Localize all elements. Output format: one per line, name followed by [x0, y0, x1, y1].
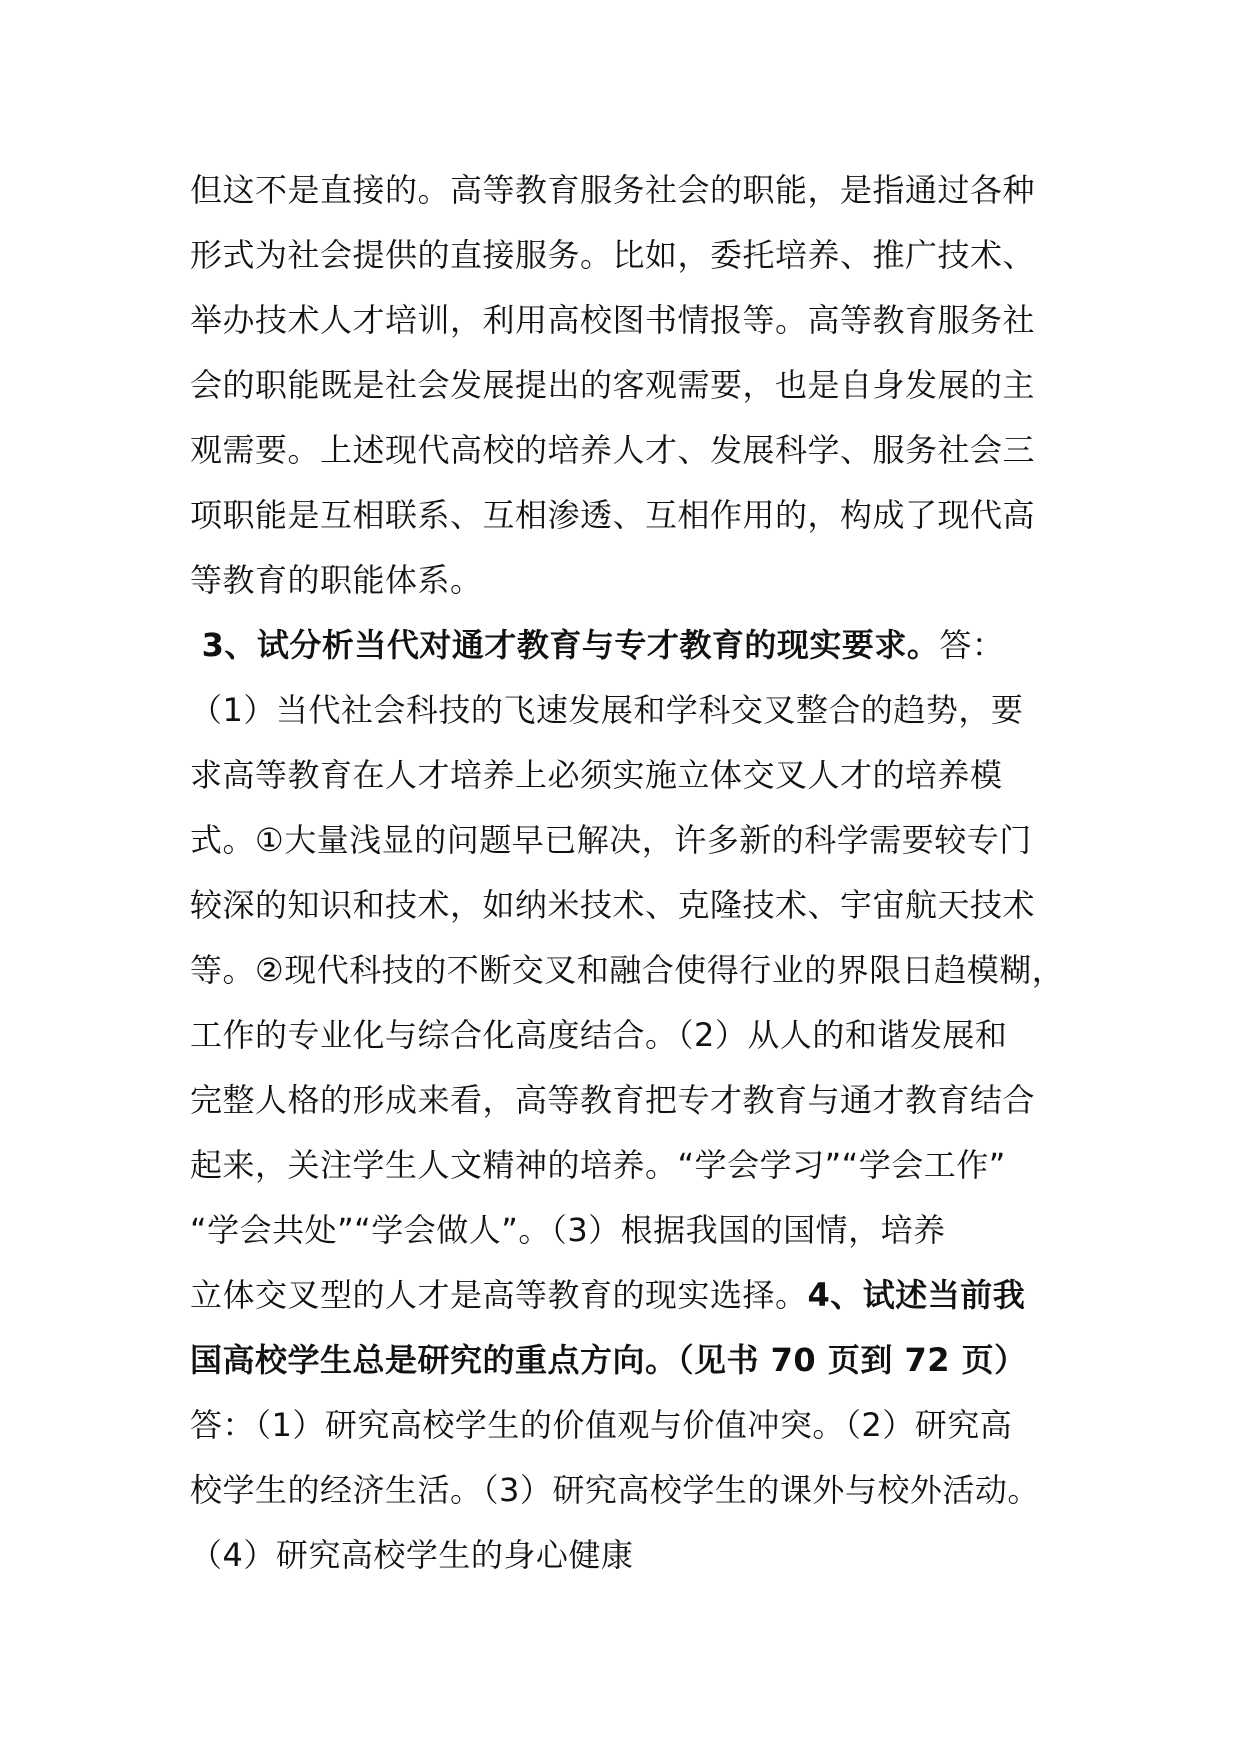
body-text: 求高等教育在人才培养上必须实施立体交叉人才的培养模 [190, 756, 1003, 794]
question-heading: 3、试分析当代对通才教育与专才教育的现实要求。 [190, 626, 940, 664]
text-line [190, 483, 1070, 548]
text-line [190, 938, 1070, 1003]
text-line [190, 1328, 1070, 1393]
body-text: 工作的专业化与综合化高度结合。（2）从人的和谐发展和 [190, 1016, 1008, 1054]
text-line [190, 1198, 1070, 1263]
text-line [190, 1523, 1070, 1588]
text-line [190, 548, 1070, 613]
text-line [190, 418, 1070, 483]
text-line [190, 808, 1070, 873]
body-text: 观需要。上述现代高校的培养人才、发展科学、服务社会三 [190, 431, 1036, 469]
text-line [190, 353, 1070, 418]
body-text: 项职能是互相联系、互相渗透、互相作用的，构成了现代高 [190, 496, 1036, 534]
answer-label: 答： [939, 626, 1005, 664]
text-line [190, 678, 1070, 743]
body-text: “学会共处”“学会做人”。（3）根据我国的国情，培养 [190, 1211, 946, 1249]
question-heading: 4、试述当前我 [807, 1276, 1026, 1314]
body-text: 但这不是直接的。高等教育服务社会的职能，是指通过各种 [190, 171, 1036, 209]
body-text: 立体交叉型的人才是高等教育的现实选择。 [190, 1276, 808, 1314]
text-line [190, 1003, 1070, 1068]
body-text: 等。②现代科技的不断交叉和融合使得行业的界限日趋模糊， [190, 951, 1065, 989]
body-text: 起来，关注学生人文精神的培养。“学会学习”“学会工作” [190, 1146, 1006, 1184]
text-line [190, 743, 1070, 808]
body-text: 举办技术人才培训，利用高校图书情报等。高等教育服务社 [190, 301, 1036, 339]
text-line [190, 158, 1070, 223]
text-line [190, 1393, 1070, 1458]
text-line [190, 1263, 1070, 1328]
body-text: 式。①大量浅显的问题早已解决，许多新的科学需要较专门 [190, 821, 1032, 859]
document-page [190, 158, 1070, 1588]
text-line [190, 223, 1070, 288]
text-line [190, 1458, 1070, 1523]
body-text: 会的职能既是社会发展提出的客观需要，也是自身发展的主 [190, 366, 1036, 404]
text-line [190, 1133, 1070, 1198]
text-line [190, 1068, 1070, 1133]
body-text: 答：（1）研究高校学生的价值观与价值冲突。（2）研究高 [190, 1406, 1013, 1444]
body-text: 等教育的职能体系。 [190, 561, 483, 599]
body-text: 校学生的经济生活。（3）研究高校学生的课外与校外活动。 [190, 1471, 1040, 1509]
body-text: 较深的知识和技术，如纳米技术、克隆技术、宇宙航天技术 [190, 886, 1036, 924]
body-text: （1）当代社会科技的飞速发展和学科交叉整合的趋势，要 [190, 691, 1024, 729]
body-text: 完整人格的形成来看，高等教育把专才教育与通才教育结合 [190, 1081, 1036, 1119]
question-heading: 国高校学生总是研究的重点方向。（见书 70 页到 72 页） [190, 1341, 1027, 1379]
body-text: （4）研究高校学生的身心健康 [190, 1536, 634, 1574]
text-line [190, 873, 1070, 938]
body-text: 形式为社会提供的直接服务。比如，委托培养、推广技术、 [190, 236, 1036, 274]
text-line [190, 288, 1070, 353]
text-line [190, 613, 1070, 678]
